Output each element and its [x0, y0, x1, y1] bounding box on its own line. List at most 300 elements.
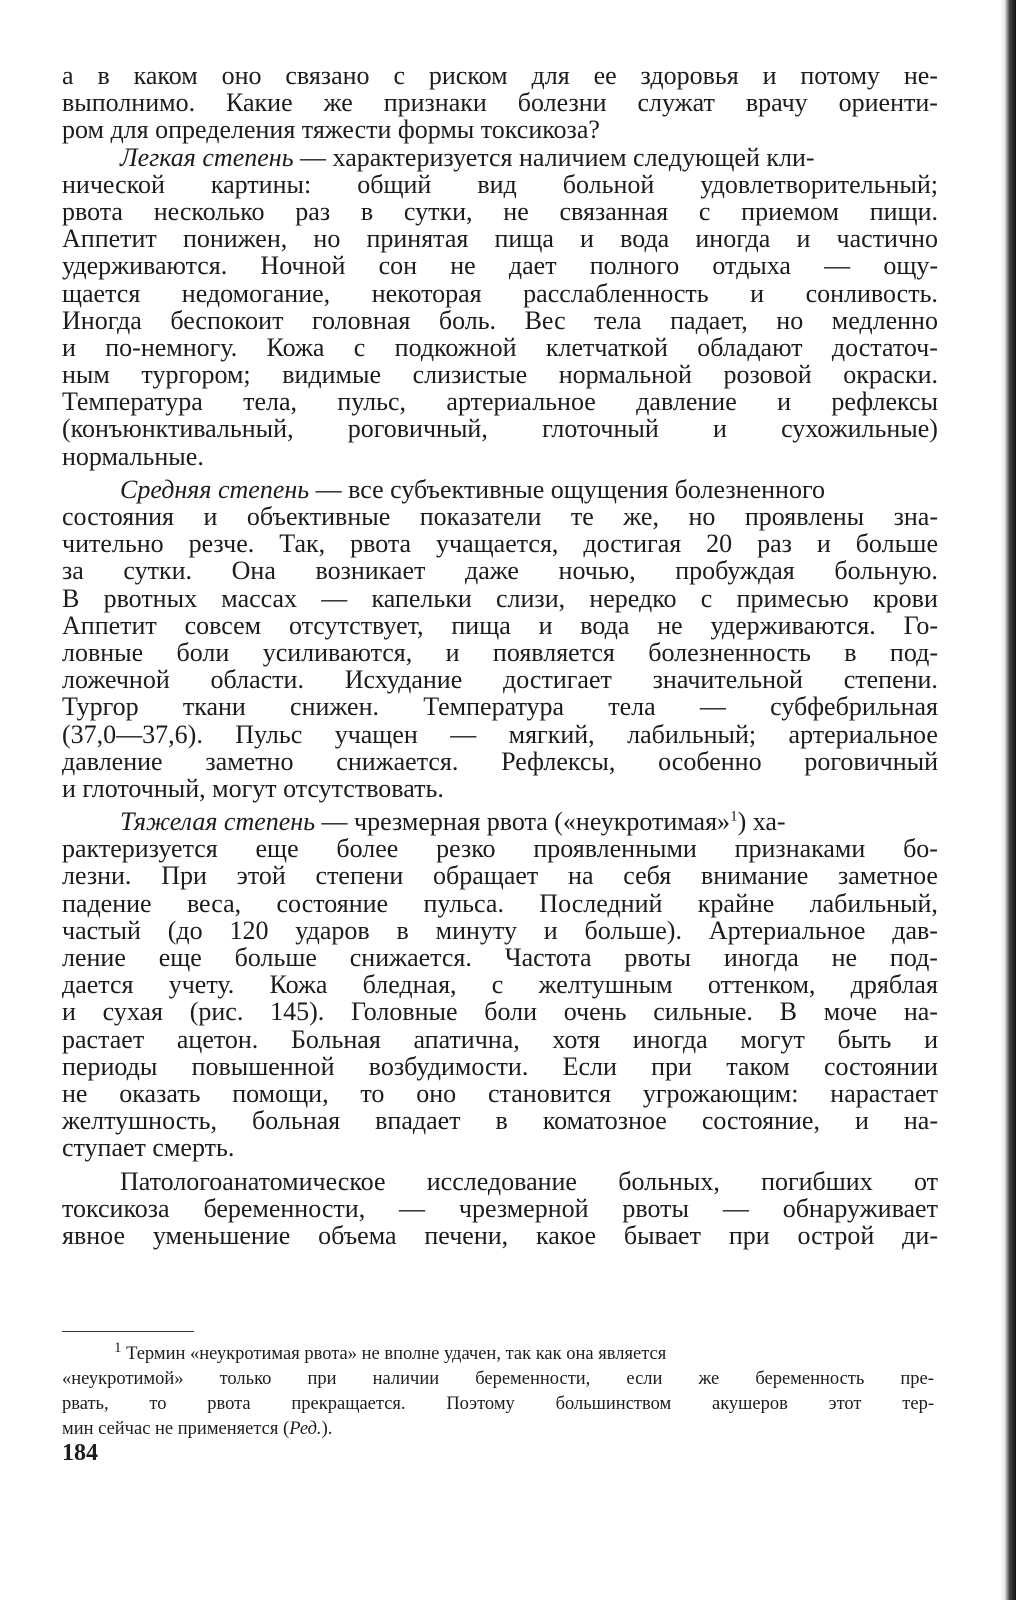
word: Она: [231, 556, 276, 586]
word: даже: [464, 556, 519, 586]
word: (рис.: [189, 997, 244, 1027]
word: пища: [451, 610, 511, 640]
word: оно: [416, 1078, 457, 1108]
text-line: [62, 530, 938, 557]
word: боль.: [438, 305, 497, 335]
word: —: [722, 1193, 749, 1223]
line-text: — характеризуется наличием следующей кли-: [293, 142, 815, 172]
word: в: [360, 196, 374, 226]
word: падение: [62, 888, 152, 918]
footnote-text: Термин «неукротимая рвота» не вполне удачен, так как она является: [121, 1344, 667, 1364]
text-line: [62, 666, 938, 693]
word: обращает: [433, 861, 539, 891]
word: подкожной: [394, 332, 517, 362]
word: сухая: [102, 997, 163, 1027]
word: Исхудание: [344, 665, 463, 695]
word: вода: [580, 610, 630, 640]
text-line: [62, 225, 938, 252]
word: больная: [252, 1106, 341, 1136]
word: таком: [726, 1051, 790, 1081]
word: не: [503, 196, 529, 226]
word: острой: [797, 1220, 875, 1250]
word: повышенной: [191, 1051, 335, 1081]
footnote-line: [62, 1417, 934, 1442]
word: акушеров: [711, 1394, 788, 1414]
word: Го-: [903, 610, 938, 640]
word: рвотных: [103, 583, 198, 613]
word: связанная: [559, 196, 669, 226]
word: резко: [436, 834, 496, 864]
text-line: [62, 1107, 938, 1134]
text-line: [62, 612, 938, 639]
word: какое: [536, 1220, 596, 1250]
line-text: и глоточный, могут отсутствовать.: [62, 773, 444, 803]
word: учащается,: [436, 529, 559, 559]
word: пульс,: [337, 387, 407, 417]
word: ориенти-: [838, 88, 938, 118]
text-line: [62, 917, 938, 944]
word: Рефлексы,: [501, 746, 616, 776]
word: дает: [508, 251, 557, 281]
word: врачу: [745, 88, 808, 118]
word: и: [750, 278, 765, 308]
word: ди-: [902, 1220, 938, 1250]
word: раз: [757, 529, 792, 559]
word: зна-: [893, 502, 938, 531]
word: здоровья: [640, 61, 739, 90]
footnote-text: ).: [321, 1419, 333, 1439]
word: ночью,: [558, 556, 636, 586]
word: вид: [477, 169, 517, 199]
paragraph-lead-line: [62, 808, 938, 835]
word: отдыха: [712, 251, 791, 281]
line-text: — все субъективные ощущения болезненного: [309, 474, 825, 504]
word: Вес: [524, 305, 566, 335]
word: Так,: [279, 529, 326, 559]
word: для: [531, 61, 570, 90]
word: больше: [855, 529, 938, 559]
word: щается: [62, 278, 141, 308]
word: на: [568, 861, 594, 891]
word: оттенком,: [707, 970, 816, 1000]
word: (до: [167, 915, 203, 945]
text-line: [62, 503, 938, 530]
word: и: [777, 387, 792, 417]
section-term-moderate: Средняя степень: [120, 474, 310, 504]
word: но: [776, 305, 804, 335]
word: Патологоанатомическое: [120, 1166, 386, 1196]
word: (37,0—37,6).: [62, 719, 203, 749]
word: же,: [623, 502, 659, 531]
word: бо-: [903, 834, 938, 864]
word: 120: [229, 915, 269, 945]
word: заметное: [838, 861, 938, 891]
word: рвота: [62, 196, 123, 226]
word: и: [762, 61, 777, 90]
word: с: [393, 61, 405, 90]
word: совсем: [184, 610, 262, 640]
word: печени,: [424, 1220, 509, 1250]
word: и: [712, 414, 727, 444]
word: не-: [903, 61, 938, 90]
word: частый: [62, 915, 141, 945]
word: сутки.: [123, 556, 193, 586]
word: нической: [62, 169, 165, 199]
word: проявлены: [744, 502, 865, 531]
word: и: [445, 637, 460, 667]
word: ловные: [62, 637, 144, 667]
word: хотя: [552, 1024, 601, 1054]
word: пре-: [900, 1369, 934, 1389]
word: степени.: [843, 665, 938, 695]
word: —: [450, 719, 477, 749]
word: себя: [623, 861, 672, 891]
text-line: [62, 835, 938, 862]
text-line: [62, 971, 938, 998]
word: глоточный: [542, 414, 659, 444]
word: чительно: [62, 529, 164, 559]
word: еще: [255, 834, 299, 864]
word: оно: [221, 61, 262, 90]
word: —: [399, 1193, 426, 1223]
word: и: [854, 1106, 869, 1136]
word: связано: [285, 61, 370, 90]
word: В: [779, 997, 797, 1027]
word: Частота: [504, 943, 592, 972]
word: пробуждая: [675, 556, 795, 586]
line-text: ром для определения тяжести формы токсикоза?: [62, 115, 600, 145]
footnote-line: [62, 1392, 934, 1417]
word: становится: [488, 1078, 612, 1108]
word: только: [219, 1369, 272, 1389]
footnote-line: [62, 1367, 934, 1392]
word: розовой: [723, 360, 812, 390]
word: но: [313, 224, 341, 254]
word: состояние,: [701, 1106, 820, 1136]
word: если: [626, 1369, 663, 1389]
word: больную.: [834, 556, 938, 586]
word: особенно: [658, 746, 762, 776]
word: пища: [494, 224, 554, 254]
word: Кожа: [266, 332, 325, 362]
word: не: [450, 251, 476, 281]
text-line: [62, 89, 938, 116]
word: сухожильные): [781, 414, 938, 444]
word: ацетон.: [176, 1024, 259, 1054]
word: быть: [837, 1024, 892, 1054]
word: отсутствует,: [288, 610, 424, 640]
word: полного: [589, 251, 680, 281]
word: пищи.: [869, 196, 938, 226]
word: веса,: [186, 888, 242, 918]
word: и: [580, 224, 594, 254]
main-text: [62, 62, 938, 1249]
word: каком: [133, 61, 198, 90]
word: исследование: [426, 1166, 577, 1196]
text-line: [62, 1195, 938, 1222]
word: крайне: [697, 888, 775, 918]
word: то: [149, 1394, 167, 1414]
word: роговичный,: [347, 414, 488, 444]
text-line: [62, 116, 938, 143]
word: давление: [62, 746, 163, 776]
word: Аппетит: [62, 610, 157, 640]
word: Головные: [350, 997, 458, 1027]
footnote-reference[interactable]: 1: [730, 808, 738, 825]
word: и: [543, 915, 558, 945]
footnote-text: мин сейчас не применяется (: [62, 1419, 290, 1439]
word: значительной: [652, 665, 803, 695]
word: рвоты: [624, 943, 691, 972]
word: общий: [357, 169, 432, 199]
word: частично: [836, 224, 938, 254]
text-line: [62, 862, 938, 889]
word: резче.: [188, 529, 255, 559]
word: области.: [210, 665, 304, 695]
word: не: [62, 1078, 88, 1108]
word: состоянии: [823, 1051, 938, 1081]
text-line: [62, 334, 938, 361]
text-line: [62, 585, 938, 612]
word: Больная: [290, 1024, 381, 1054]
text-line: [62, 693, 938, 720]
paragraph-lead-line: [62, 144, 938, 171]
word: чрезмерной: [458, 1193, 589, 1223]
word: в: [844, 637, 857, 667]
word: Кожа: [269, 970, 328, 1000]
word: тургором;: [141, 360, 251, 390]
word: появляется: [492, 637, 615, 667]
word: больной: [562, 169, 655, 199]
line-text: нормальные.: [62, 441, 204, 471]
word: дав-: [892, 915, 938, 945]
word: окраски.: [843, 360, 938, 390]
word: достаточ-: [831, 332, 938, 362]
word: но: [688, 502, 716, 531]
word: при: [307, 1369, 337, 1389]
word: по-немногу.: [105, 332, 238, 362]
word: иногда: [632, 1024, 708, 1054]
word: беременности,: [475, 1369, 591, 1389]
word: ощу-: [883, 251, 938, 281]
word: тела,: [243, 387, 298, 417]
word: болезненность: [648, 637, 811, 667]
word: удовлетворительный;: [700, 169, 938, 199]
word: нарастает: [830, 1078, 938, 1108]
word: болезни: [517, 88, 607, 118]
word: Иногда: [62, 305, 142, 335]
text-line: [62, 443, 938, 470]
word: капельки: [371, 583, 472, 613]
word: этой: [236, 861, 286, 891]
word: периоды: [62, 1051, 158, 1081]
word: рактеризуется: [62, 834, 218, 864]
word: бывает: [623, 1220, 701, 1250]
word: боли: [176, 637, 230, 667]
text-line: [62, 775, 938, 802]
word: желтушность,: [62, 1106, 217, 1136]
word: оказать: [119, 1078, 201, 1108]
word: головная: [311, 305, 411, 335]
word: и: [816, 529, 831, 559]
word: тела: [608, 692, 656, 722]
word: беспокоит: [170, 305, 284, 335]
word: лезни.: [62, 861, 132, 891]
word: Тургор: [62, 692, 139, 722]
word: те: [570, 502, 594, 531]
word: беременности,: [203, 1193, 366, 1223]
line-text: — чрезмерная рвота («неукротимая»: [315, 807, 731, 837]
word: достигает: [503, 665, 612, 695]
word: «неукротимой»: [62, 1369, 184, 1389]
word: под-: [889, 943, 938, 972]
text-line: [62, 415, 938, 442]
word: Артериальное: [708, 915, 866, 945]
word: примесью: [736, 583, 849, 613]
text-line: [62, 1222, 938, 1249]
word: в: [495, 1106, 508, 1136]
editor-note: Ред.: [289, 1419, 322, 1439]
word: снижается.: [336, 746, 459, 776]
word: же: [698, 1369, 720, 1389]
word: —: [824, 251, 851, 281]
word: состояния: [62, 502, 174, 531]
word: сильные.: [653, 997, 753, 1027]
word: моче: [823, 997, 878, 1027]
word: уменьшение: [152, 1220, 291, 1250]
footnote-divider: [62, 1331, 194, 1332]
text-line: [62, 171, 938, 198]
word: выполнимо.: [62, 88, 196, 118]
word: токсикоза: [62, 1193, 170, 1223]
text-line: [62, 748, 938, 775]
word: рвота: [350, 529, 412, 559]
word: артериальное: [446, 387, 596, 417]
text-line: [62, 557, 938, 584]
text-line: [62, 198, 938, 225]
text-line: [62, 361, 938, 388]
footnote: [62, 1339, 934, 1442]
word: усиливаются,: [262, 637, 413, 667]
word: погибших: [761, 1166, 873, 1196]
word: желтушным: [538, 970, 673, 1000]
word: Температура: [423, 692, 564, 722]
word: показатели: [419, 502, 542, 531]
paragraph-lead-line: [62, 1168, 938, 1195]
word: 145).: [270, 997, 325, 1027]
word: учету.: [168, 970, 235, 1000]
word: помощи,: [232, 1078, 329, 1108]
footnote-marker: 1: [114, 1339, 122, 1356]
word: на-: [903, 1106, 938, 1136]
word: мягкий,: [508, 719, 595, 749]
word: ткани: [182, 692, 246, 722]
word: и: [203, 502, 218, 531]
word: ным: [62, 360, 110, 390]
word: рефлексы: [831, 387, 938, 417]
word: и: [796, 224, 811, 254]
word: расслабленность: [523, 278, 709, 308]
word: наличии: [372, 1369, 440, 1389]
word: рвать,: [62, 1394, 109, 1414]
word: иногда: [695, 224, 771, 254]
word: минуту: [435, 915, 517, 945]
paragraph-lead-line: [62, 476, 938, 503]
word: признаки: [383, 88, 487, 118]
text-line: [62, 280, 938, 307]
word: с: [491, 970, 504, 1000]
word: Какие: [226, 88, 293, 118]
line-text: ) ха-: [737, 807, 786, 837]
word: лабильный,: [809, 888, 938, 918]
word: ление: [62, 943, 126, 972]
word: субфебрильная: [770, 692, 938, 722]
word: потому: [800, 61, 880, 90]
word: заметно: [205, 746, 294, 776]
word: —: [321, 583, 348, 613]
word: сонливость.: [805, 278, 938, 308]
word: очень: [563, 997, 627, 1027]
word: с: [353, 332, 366, 362]
word: больше: [234, 943, 317, 972]
word: и: [538, 610, 553, 640]
word: этот: [828, 1394, 862, 1414]
word: не: [831, 943, 858, 972]
footnote-line: [62, 1339, 934, 1367]
word: внимание: [700, 861, 809, 891]
word: роговичный: [804, 746, 938, 776]
word: впадает: [375, 1106, 461, 1136]
word: с: [700, 583, 713, 613]
text-line: [62, 721, 938, 748]
word: растает: [62, 1024, 145, 1054]
word: большинством: [555, 1394, 672, 1414]
word: боли: [484, 997, 538, 1027]
word: при: [728, 1220, 770, 1250]
word: могут: [740, 1024, 805, 1054]
text-line: [62, 252, 938, 279]
book-binding-edge: [1000, 0, 1016, 1600]
word: достигая: [583, 529, 682, 559]
word: недомогание,: [181, 278, 331, 308]
text-line: [62, 307, 938, 334]
word: слизистые: [412, 360, 528, 390]
word: нередко: [589, 583, 677, 613]
word: 20: [706, 529, 733, 559]
word: обнаруживает: [782, 1193, 938, 1223]
word: дается: [62, 970, 134, 1000]
word: слизи,: [496, 583, 566, 613]
word: При: [161, 861, 207, 891]
word: снижен.: [290, 692, 379, 722]
word: угрожающим:: [642, 1078, 799, 1108]
word: раз: [295, 196, 331, 226]
word: не: [657, 610, 683, 640]
word: более: [336, 834, 399, 864]
text-line: [62, 1134, 938, 1161]
word: крови: [873, 583, 938, 613]
text-line: [62, 1026, 938, 1053]
word: возникает: [315, 556, 426, 586]
word: апатична,: [413, 1024, 520, 1054]
word: —: [699, 692, 726, 722]
word: при: [651, 1051, 692, 1081]
word: тер-: [902, 1394, 934, 1414]
word: принятая: [366, 224, 469, 254]
word: с: [698, 196, 711, 226]
word: больных,: [618, 1166, 720, 1196]
word: лабильный;: [627, 719, 757, 749]
